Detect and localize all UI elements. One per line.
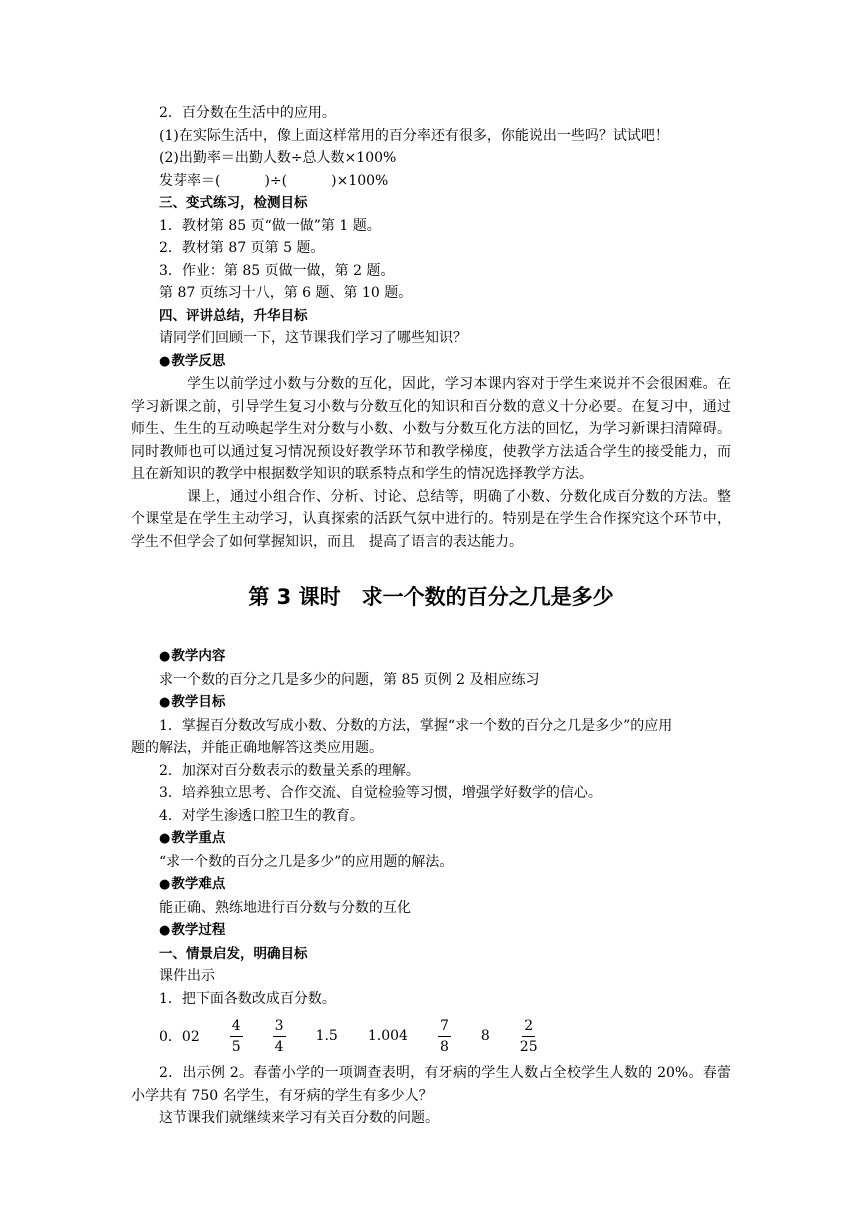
- subsection-heading: [131, 691, 731, 715]
- fraction: [230, 1016, 243, 1057]
- subsection-heading: [131, 645, 731, 669]
- formula-line: [131, 170, 731, 193]
- fraction-numerator: 2: [522, 1016, 535, 1037]
- fraction: [438, 1016, 451, 1057]
- text-line: “求一个数的百分之几是多少”的应用题的解法。: [159, 853, 454, 870]
- number-item: 1.5: [315, 1028, 338, 1044]
- paragraph: 课上，通过小组合作、分析、讨论、总结等，明确了小数、分数化成百分数的方法。整个课堂是在学生主动学习，认真探索的活跃气氛中进行的。特别是在学生合作探究这个环节中，学生不但学会了如何掌握知识，而且 提高了语言的表达能力。: [131, 488, 731, 550]
- text-line: 1．掌握百分数改写成小数、分数的方法，掌握“求一个数的百分之几是多少”的应用: [159, 717, 673, 734]
- lesson-title: 第 3 课时 求一个数的百分之几是多少: [248, 585, 614, 609]
- text-line: 2．教材第 87 页第 5 题。: [159, 240, 325, 256]
- heading-label: 教学目标: [171, 694, 226, 710]
- bullet-icon: ●: [159, 831, 171, 846]
- text-line: (2)出勤率＝出勤人数÷总人数×100%: [159, 150, 397, 166]
- bullet-icon: ●: [159, 353, 171, 369]
- fraction-numerator: 3: [273, 1016, 286, 1037]
- text-line: 课件出示: [159, 968, 215, 984]
- formula-part: )×100%: [331, 172, 389, 189]
- formula-part: )÷(: [264, 172, 288, 189]
- fraction: [520, 1016, 538, 1057]
- text-line: 能正确、熟练地进行百分数与分数的互化: [159, 899, 411, 916]
- heading-label: 教学难点: [171, 876, 226, 892]
- text-line: 3．作业：第 85 页做一做，第 2 题。: [159, 262, 395, 279]
- text-line: (1)在实际生活中，像上面这样常用的百分率还有很多，你能说出一些吗？试试吧！: [159, 127, 669, 144]
- paragraph: 2．出示例 2。春蕾小学的一项调查表明，有牙病的学生人数占全校学生人数的 20%。春蕾小学共有 750 名学生，有牙病的学生有多少人？: [131, 1065, 731, 1104]
- text-line: 请同学们回顾一下，这节课我们学习了哪些知识？: [159, 330, 467, 346]
- bullet-icon: ●: [159, 923, 171, 938]
- page-content: [131, 102, 731, 1130]
- text-line: 2．百分数在生活中的应用。: [159, 105, 336, 121]
- fraction: [273, 1016, 286, 1057]
- formula-part: 发芽率＝(: [159, 172, 221, 189]
- heading-label: 教学过程: [171, 922, 226, 938]
- number-item: 0．02: [159, 1029, 200, 1045]
- subsection-heading: [131, 827, 731, 851]
- text-line: 第 87 页练习十八，第 6 题、第 10 题。: [159, 285, 413, 301]
- text-line: 这节课我们就继续来学习有关百分数的问题。: [159, 1110, 439, 1126]
- heading-label: 教学重点: [171, 830, 226, 846]
- text-line: 4．对学生渗透口腔卫生的教育。: [159, 807, 364, 824]
- text-line: 求一个数的百分之几是多少的问题，第 85 页例 2 及相应练习: [159, 671, 540, 688]
- subsection-heading: [131, 873, 731, 897]
- text-line: 2．加深对百分数表示的数量关系的理解。: [159, 762, 420, 779]
- fraction-denominator: 5: [231, 1038, 241, 1055]
- paragraph: 学生以前学过小数与分数的互化，因此，学习本课内容对于学生来说并不会很困难。在学习新课之前，引导学生复习小数与分数互化的知识和百分数的意义十分必要。在复习中，通过师生、生生的互动唤起学生对分数与小数、小数与分数互化方法的回忆，为学习新课扫清障碍。同时教师也可以通过复习情况预设好教学环节和教学梯度，使教学方法适合学生的接受能力，而且在新知识的教学中根据数学知识的联系特点和学生的情况选择教学方法。: [131, 376, 731, 482]
- bullet-icon: ●: [159, 877, 171, 892]
- section-heading: 一、情景启发，明确目标: [159, 945, 308, 962]
- heading-label: 教学反思: [171, 352, 226, 369]
- fraction-denominator: 25: [519, 1038, 538, 1055]
- fraction-numerator: 7: [438, 1016, 451, 1037]
- subsection-heading: [131, 919, 731, 943]
- number-item: 1.004: [367, 1028, 408, 1044]
- section-heading: 四、评讲总结，升华目标: [159, 307, 308, 324]
- reflection-heading: [131, 350, 731, 374]
- number-item: 8: [480, 1028, 490, 1044]
- number-list: [131, 1010, 731, 1062]
- heading-label: 教学内容: [171, 648, 226, 664]
- fraction-numerator: 4: [230, 1016, 243, 1037]
- fraction-denominator: 8: [439, 1038, 449, 1055]
- bullet-icon: ●: [159, 649, 171, 664]
- text-line: 1．把下面各数改成百分数。: [159, 990, 336, 1007]
- text-line: 1．教材第 85 页“做一做”第 1 题。: [159, 217, 381, 234]
- bullet-icon: ●: [159, 695, 171, 710]
- text-line: 3．培养独立思考、合作交流、自觉检验等习惯，增强学好数学的信心。: [159, 785, 602, 801]
- section-heading: 三、变式练习，检测目标: [159, 195, 308, 211]
- text-line: 题的解法，并能正确地解答这类应用题。: [131, 740, 383, 756]
- fraction-denominator: 4: [274, 1038, 284, 1055]
